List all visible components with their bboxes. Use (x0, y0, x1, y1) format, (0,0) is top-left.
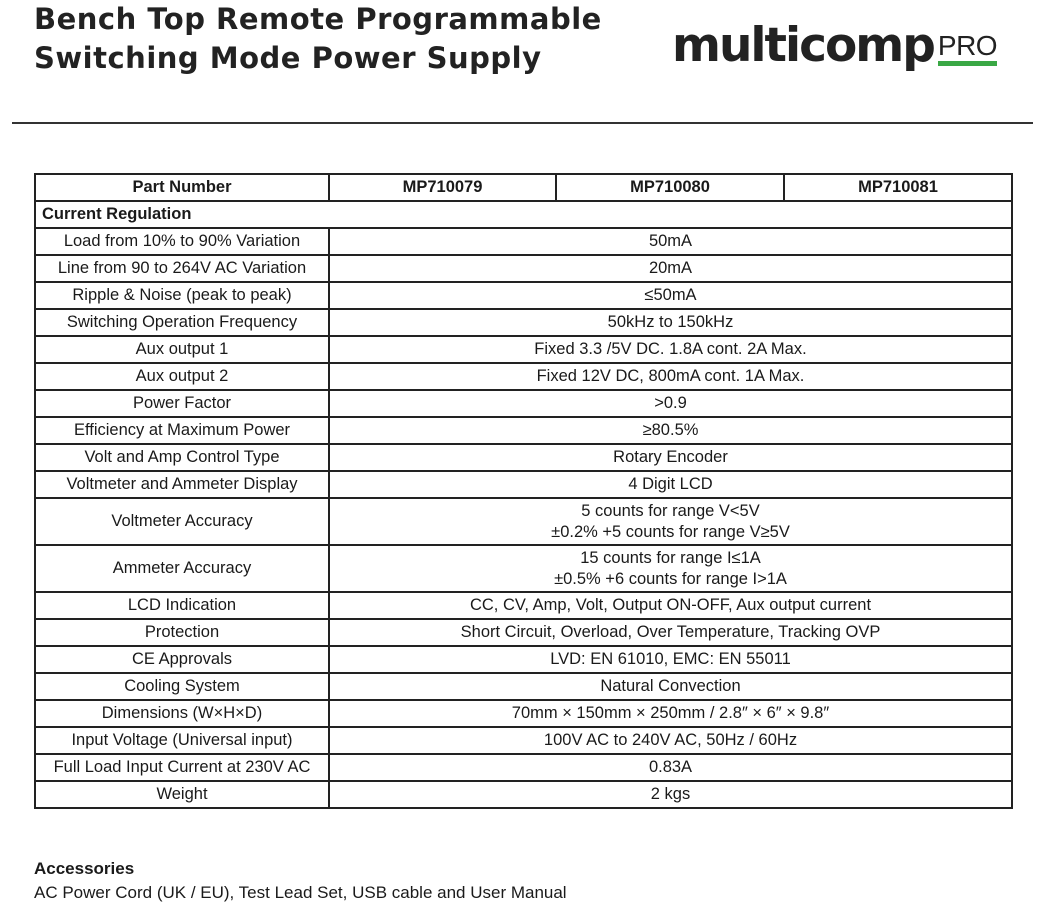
spec-label: LCD Indication (35, 592, 329, 619)
spec-value (329, 592, 1012, 619)
table-row (35, 646, 1012, 673)
title-line-2: Switching Mode Power Supply (34, 41, 542, 75)
table-row (35, 498, 1012, 545)
spec-value (329, 471, 1012, 498)
spec-label: Aux output 1 (35, 336, 329, 363)
spec-value (329, 417, 1012, 444)
spec-value (329, 673, 1012, 700)
spec-value (329, 228, 1012, 255)
spec-value (329, 646, 1012, 673)
spec-value-line: Fixed 3.3 /5V DC. 1.8A cont. 2A Max. (534, 340, 807, 358)
spec-value-line: Natural Convection (600, 677, 741, 695)
spec-value-line: ±0.5% +6 counts for range I>1A (554, 569, 787, 588)
table-row (35, 363, 1012, 390)
table-row (35, 673, 1012, 700)
table-row (35, 700, 1012, 727)
section-row (35, 201, 1012, 228)
table-row (35, 336, 1012, 363)
spec-value-line: 2 kgs (650, 785, 691, 803)
spec-label: Ammeter Accuracy (35, 545, 329, 592)
table-row (35, 754, 1012, 781)
spec-label: Full Load Input Current at 230V AC (35, 754, 329, 781)
section-label: Current Regulation (35, 201, 1012, 228)
spec-value (329, 498, 1012, 545)
spec-label: Cooling System (35, 673, 329, 700)
table-row (35, 545, 1012, 592)
spec-value-line: ±0.2% +5 counts for range V≥5V (551, 522, 790, 541)
spec-value-line: >0.9 (654, 394, 687, 412)
spec-value-line: 20mA (648, 259, 693, 277)
spec-value (329, 282, 1012, 309)
title-line-1: Bench Top Remote Programmable (34, 2, 602, 36)
spec-value-line: 5 counts for range V<5V (581, 501, 760, 520)
spec-value-line: 0.83A (648, 758, 693, 776)
spec-value (329, 444, 1012, 471)
spec-value-line: LVD: EN 61010, EMC: EN 55011 (550, 650, 791, 668)
spec-value-line: Rotary Encoder (613, 448, 728, 466)
spec-label: Switching Operation Frequency (35, 309, 329, 336)
spec-label: Load from 10% to 90% Variation (35, 228, 329, 255)
spec-label: Dimensions (W×H×D) (35, 700, 329, 727)
spec-value-line: ≤50mA (644, 286, 697, 304)
spec-label: Weight (35, 781, 329, 808)
spec-value-line: Fixed 12V DC, 800mA cont. 1A Max. (536, 367, 805, 385)
column-header: MP710081 (784, 174, 1012, 201)
spec-label: Power Factor (35, 390, 329, 417)
spec-value-line: 70mm × 150mm × 250mm / 2.8″ × 6″ × 9.8″ (511, 704, 830, 722)
logo-wordmark: multicomp (672, 18, 934, 73)
accessories-title: Accessories (34, 859, 135, 878)
spec-value (329, 727, 1012, 754)
spec-label: Input Voltage (Universal input) (35, 727, 329, 754)
column-header: Part Number (35, 174, 329, 201)
table-row (35, 727, 1012, 754)
table-row (35, 309, 1012, 336)
column-header: MP710080 (556, 174, 784, 201)
brand-logo (672, 20, 997, 80)
spec-value (329, 390, 1012, 417)
table-row (35, 471, 1012, 498)
spec-label: Voltmeter Accuracy (35, 498, 329, 545)
accessories-text: AC Power Cord (UK / EU), Test Lead Set, USB cable and User Manual (34, 883, 567, 902)
table-row (35, 228, 1012, 255)
table-row (35, 781, 1012, 808)
spec-value-line: 15 counts for range I≤1A (580, 548, 761, 567)
table-header-row (35, 174, 1012, 201)
table-row (35, 592, 1012, 619)
table-row (35, 417, 1012, 444)
spec-value (329, 336, 1012, 363)
spec-label: Line from 90 to 264V AC Variation (35, 255, 329, 282)
spec-value-line: CC, CV, Amp, Volt, Output ON-OFF, Aux output current (469, 596, 872, 614)
table-row (35, 255, 1012, 282)
spec-label: Volt and Amp Control Type (35, 444, 329, 471)
spec-value (329, 545, 1012, 592)
spec-value-line: 50kHz to 150kHz (607, 313, 734, 331)
spec-value-line: 100V AC to 240V AC, 50Hz / 60Hz (543, 731, 798, 749)
spec-value (329, 363, 1012, 390)
spec-value-line: ≥80.5% (642, 421, 699, 439)
table-row (35, 390, 1012, 417)
table-row (35, 282, 1012, 309)
table-row (35, 444, 1012, 471)
spec-value (329, 754, 1012, 781)
document-title (34, 0, 602, 78)
spec-value (329, 700, 1012, 727)
spec-value (329, 781, 1012, 808)
spec-label: Ripple & Noise (peak to peak) (35, 282, 329, 309)
spec-label: Voltmeter and Ammeter Display (35, 471, 329, 498)
spec-value-line: 50mA (648, 232, 693, 250)
column-header: MP710079 (329, 174, 556, 201)
spec-value-line: Short Circuit, Overload, Over Temperature, Tracking OVP (460, 623, 881, 641)
spec-value (329, 255, 1012, 282)
spec-value (329, 309, 1012, 336)
spec-label: CE Approvals (35, 646, 329, 673)
spec-label: Efficiency at Maximum Power (35, 417, 329, 444)
spec-value (329, 619, 1012, 646)
header-divider (12, 122, 1033, 124)
spec-label: Protection (35, 619, 329, 646)
spec-value-line: 4 Digit LCD (628, 475, 713, 493)
table-row (35, 619, 1012, 646)
specification-table (34, 173, 1013, 809)
spec-label: Aux output 2 (35, 363, 329, 390)
logo-pro-mark: PRO (938, 31, 997, 66)
